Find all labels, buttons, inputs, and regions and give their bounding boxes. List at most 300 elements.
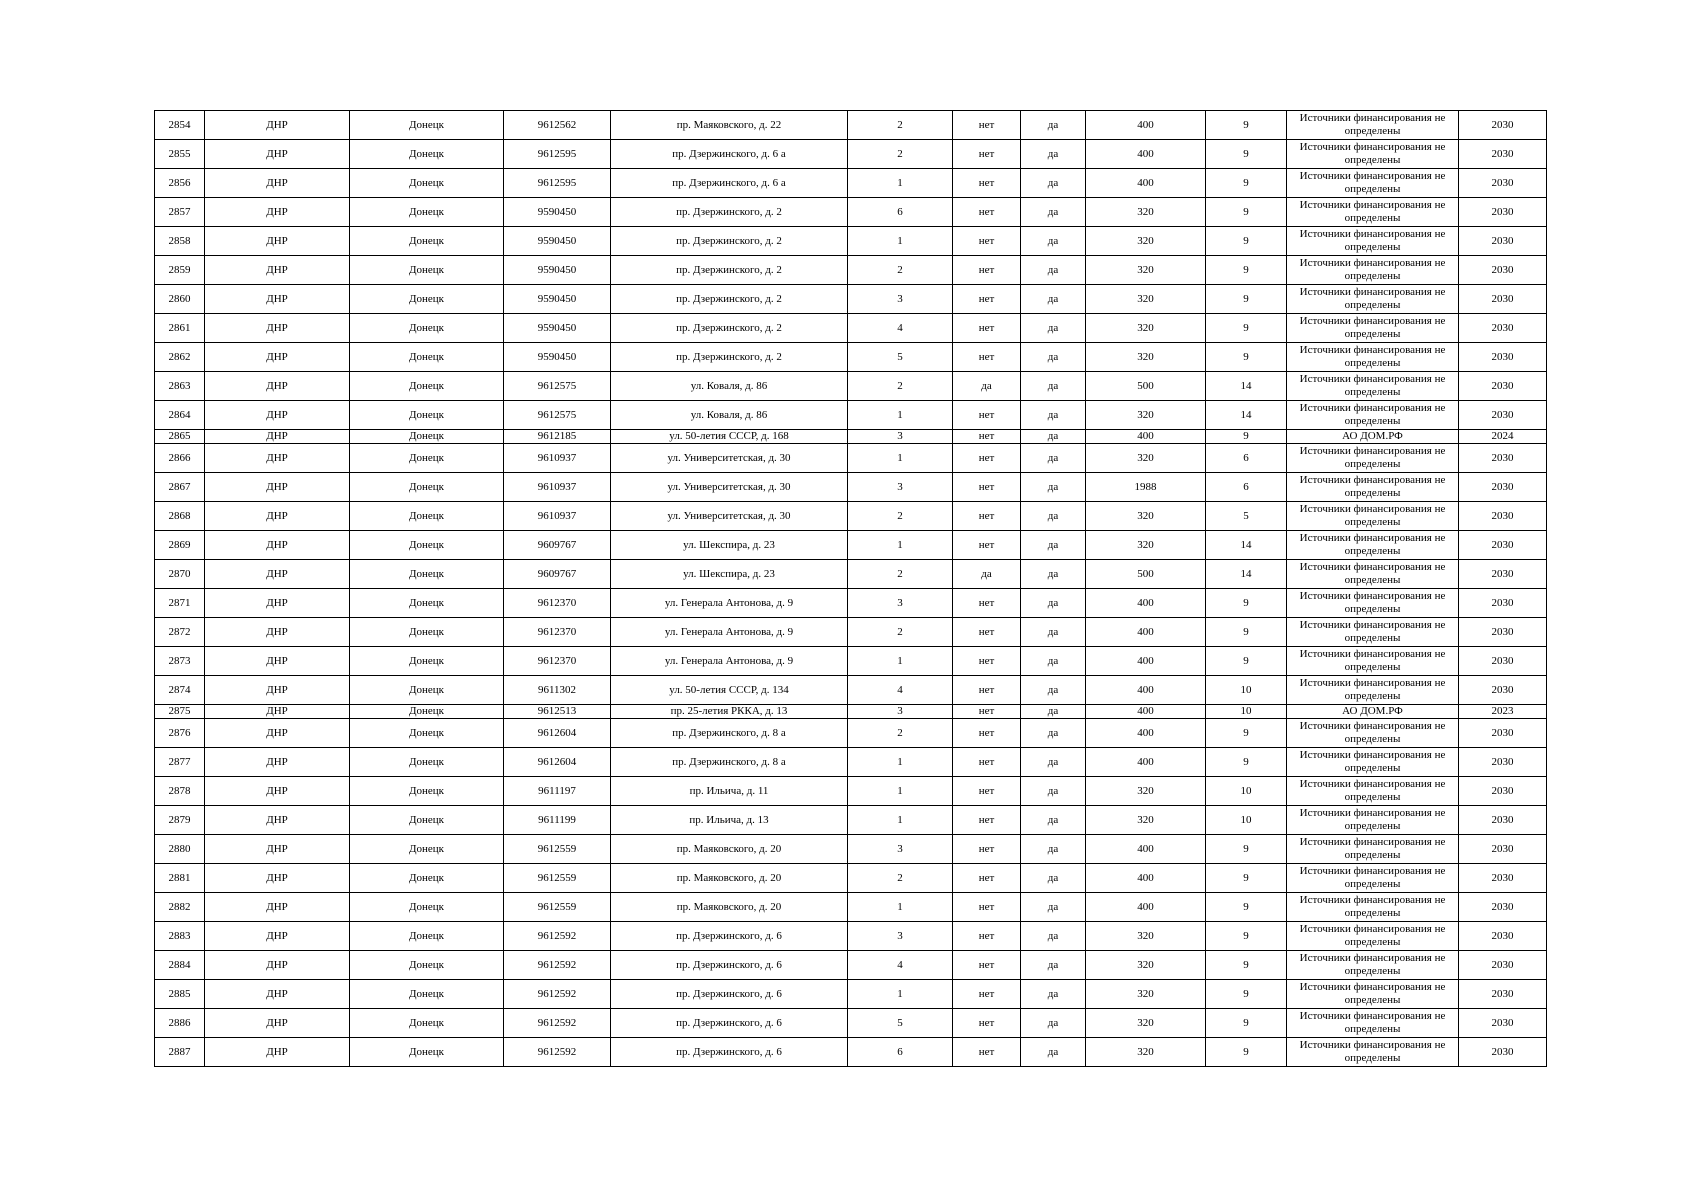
column-9-cell: 400	[1086, 647, 1206, 676]
column-9-cell: 400	[1086, 140, 1206, 169]
column-9-cell: 500	[1086, 372, 1206, 401]
house-code-cell: 9612513	[504, 705, 611, 719]
row-number-cell: 2885	[155, 980, 205, 1009]
column-6-cell: 1	[848, 777, 953, 806]
address-cell: пр. Дзержинского, д. 8 а	[611, 719, 848, 748]
column-9-cell: 400	[1086, 618, 1206, 647]
column-6-cell: 2	[848, 502, 953, 531]
column-6-cell: 1	[848, 748, 953, 777]
column-10-cell: 9	[1206, 1009, 1287, 1038]
city-cell: Донецк	[350, 647, 504, 676]
house-code-cell: 9612604	[504, 748, 611, 777]
column-10-cell: 14	[1206, 401, 1287, 430]
region-cell: ДНР	[205, 719, 350, 748]
column-8-cell: да	[1021, 777, 1086, 806]
city-cell: Донецк	[350, 676, 504, 705]
year-cell: 2030	[1459, 806, 1547, 835]
funding-source-cell: Источники финансирования не определены	[1287, 893, 1459, 922]
table-row	[155, 806, 1547, 835]
table-row	[155, 343, 1547, 372]
year-cell: 2030	[1459, 444, 1547, 473]
year-cell: 2030	[1459, 531, 1547, 560]
column-9-cell: 400	[1086, 835, 1206, 864]
row-number-cell: 2855	[155, 140, 205, 169]
column-6-cell: 3	[848, 589, 953, 618]
column-7-cell: нет	[953, 835, 1021, 864]
table-row	[155, 951, 1547, 980]
funding-source-cell: Источники финансирования не определены	[1287, 951, 1459, 980]
city-cell: Донецк	[350, 401, 504, 430]
region-cell: ДНР	[205, 140, 350, 169]
year-cell: 2030	[1459, 589, 1547, 618]
column-10-cell: 9	[1206, 719, 1287, 748]
column-10-cell: 10	[1206, 777, 1287, 806]
column-8-cell: да	[1021, 705, 1086, 719]
address-cell: ул. Университетская, д. 30	[611, 473, 848, 502]
row-number-cell: 2879	[155, 806, 205, 835]
column-8-cell: да	[1021, 1038, 1086, 1067]
house-code-cell: 9590450	[504, 285, 611, 314]
house-code-cell: 9611199	[504, 806, 611, 835]
address-cell: ул. Коваля, д. 86	[611, 372, 848, 401]
column-6-cell: 4	[848, 951, 953, 980]
column-10-cell: 9	[1206, 256, 1287, 285]
address-cell: пр. Дзержинского, д. 2	[611, 314, 848, 343]
column-9-cell: 320	[1086, 401, 1206, 430]
column-9-cell: 320	[1086, 285, 1206, 314]
column-10-cell: 9	[1206, 748, 1287, 777]
funding-source-cell: Источники финансирования не определены	[1287, 111, 1459, 140]
column-8-cell: да	[1021, 806, 1086, 835]
column-6-cell: 5	[848, 1009, 953, 1038]
table-row	[155, 1038, 1547, 1067]
table-row	[155, 676, 1547, 705]
row-number-cell: 2883	[155, 922, 205, 951]
address-cell: пр. 25-летия РККА, д. 13	[611, 705, 848, 719]
column-7-cell: нет	[953, 1038, 1021, 1067]
year-cell: 2030	[1459, 198, 1547, 227]
column-9-cell: 320	[1086, 951, 1206, 980]
city-cell: Донецк	[350, 705, 504, 719]
house-code-cell: 9612595	[504, 169, 611, 198]
funding-source-cell: Источники финансирования не определены	[1287, 531, 1459, 560]
column-9-cell: 400	[1086, 111, 1206, 140]
table-row	[155, 111, 1547, 140]
row-number-cell: 2873	[155, 647, 205, 676]
address-cell: пр. Дзержинского, д. 2	[611, 198, 848, 227]
row-number-cell: 2863	[155, 372, 205, 401]
column-7-cell: нет	[953, 111, 1021, 140]
column-10-cell: 6	[1206, 444, 1287, 473]
row-number-cell: 2866	[155, 444, 205, 473]
year-cell: 2024	[1459, 430, 1547, 444]
column-10-cell: 9	[1206, 922, 1287, 951]
region-cell: ДНР	[205, 1009, 350, 1038]
column-10-cell: 10	[1206, 676, 1287, 705]
year-cell: 2030	[1459, 647, 1547, 676]
year-cell: 2030	[1459, 111, 1547, 140]
column-7-cell: да	[953, 372, 1021, 401]
column-7-cell: нет	[953, 647, 1021, 676]
column-9-cell: 320	[1086, 1038, 1206, 1067]
row-number-cell: 2857	[155, 198, 205, 227]
address-cell: ул. Университетская, д. 30	[611, 444, 848, 473]
row-number-cell: 2870	[155, 560, 205, 589]
funding-source-cell: Источники финансирования не определены	[1287, 285, 1459, 314]
column-10-cell: 9	[1206, 198, 1287, 227]
city-cell: Донецк	[350, 502, 504, 531]
column-6-cell: 1	[848, 444, 953, 473]
region-cell: ДНР	[205, 835, 350, 864]
house-code-cell: 9611197	[504, 777, 611, 806]
column-9-cell: 320	[1086, 444, 1206, 473]
row-number-cell: 2880	[155, 835, 205, 864]
year-cell: 2030	[1459, 980, 1547, 1009]
column-7-cell: нет	[953, 531, 1021, 560]
column-9-cell: 400	[1086, 169, 1206, 198]
address-cell: пр. Маяковского, д. 22	[611, 111, 848, 140]
column-10-cell: 9	[1206, 980, 1287, 1009]
funding-source-cell: Источники финансирования не определены	[1287, 748, 1459, 777]
year-cell: 2030	[1459, 893, 1547, 922]
region-cell: ДНР	[205, 705, 350, 719]
column-8-cell: да	[1021, 676, 1086, 705]
table-row	[155, 705, 1547, 719]
column-7-cell: нет	[953, 401, 1021, 430]
column-6-cell: 1	[848, 980, 953, 1009]
table-row	[155, 169, 1547, 198]
column-7-cell: нет	[953, 719, 1021, 748]
city-cell: Донецк	[350, 531, 504, 560]
house-code-cell: 9612592	[504, 922, 611, 951]
address-cell: пр. Ильича, д. 11	[611, 777, 848, 806]
column-7-cell: нет	[953, 198, 1021, 227]
column-10-cell: 9	[1206, 314, 1287, 343]
funding-source-cell: АО ДОМ.РФ	[1287, 430, 1459, 444]
column-9-cell: 320	[1086, 314, 1206, 343]
year-cell: 2030	[1459, 285, 1547, 314]
column-9-cell: 400	[1086, 676, 1206, 705]
column-6-cell: 3	[848, 285, 953, 314]
city-cell: Донецк	[350, 1009, 504, 1038]
table-row	[155, 372, 1547, 401]
column-6-cell: 1	[848, 227, 953, 256]
address-cell: ул. Шекспира, д. 23	[611, 531, 848, 560]
year-cell: 2030	[1459, 1038, 1547, 1067]
column-8-cell: да	[1021, 140, 1086, 169]
funding-source-cell: АО ДОМ.РФ	[1287, 705, 1459, 719]
funding-source-cell: Источники финансирования не определены	[1287, 922, 1459, 951]
city-cell: Донецк	[350, 198, 504, 227]
table-row	[155, 285, 1547, 314]
region-cell: ДНР	[205, 922, 350, 951]
column-6-cell: 2	[848, 111, 953, 140]
column-9-cell: 400	[1086, 748, 1206, 777]
column-7-cell: нет	[953, 777, 1021, 806]
column-8-cell: да	[1021, 618, 1086, 647]
year-cell: 2030	[1459, 676, 1547, 705]
funding-source-cell: Источники финансирования не определены	[1287, 806, 1459, 835]
column-6-cell: 1	[848, 893, 953, 922]
funding-source-cell: Источники финансирования не определены	[1287, 372, 1459, 401]
table-body	[155, 111, 1547, 1067]
row-number-cell: 2887	[155, 1038, 205, 1067]
table-row	[155, 502, 1547, 531]
city-cell: Донецк	[350, 864, 504, 893]
address-cell: пр. Дзержинского, д. 8 а	[611, 748, 848, 777]
row-number-cell: 2860	[155, 285, 205, 314]
address-cell: ул. 50-летия СССР, д. 134	[611, 676, 848, 705]
table-row	[155, 473, 1547, 502]
address-cell: ул. Университетская, д. 30	[611, 502, 848, 531]
row-number-cell: 2886	[155, 1009, 205, 1038]
region-cell: ДНР	[205, 401, 350, 430]
funding-source-cell: Источники финансирования не определены	[1287, 980, 1459, 1009]
column-9-cell: 320	[1086, 777, 1206, 806]
column-9-cell: 320	[1086, 980, 1206, 1009]
funding-source-cell: Источники финансирования не определены	[1287, 1038, 1459, 1067]
column-8-cell: да	[1021, 1009, 1086, 1038]
region-cell: ДНР	[205, 198, 350, 227]
address-cell: пр. Ильича, д. 13	[611, 806, 848, 835]
funding-source-cell: Источники финансирования не определены	[1287, 473, 1459, 502]
region-cell: ДНР	[205, 864, 350, 893]
table-row	[155, 444, 1547, 473]
column-10-cell: 9	[1206, 1038, 1287, 1067]
table-row	[155, 560, 1547, 589]
column-7-cell: нет	[953, 285, 1021, 314]
column-9-cell: 320	[1086, 806, 1206, 835]
funding-source-cell: Источники финансирования не определены	[1287, 618, 1459, 647]
year-cell: 2030	[1459, 864, 1547, 893]
year-cell: 2030	[1459, 473, 1547, 502]
house-code-cell: 9612592	[504, 951, 611, 980]
house-code-cell: 9612595	[504, 140, 611, 169]
house-code-cell: 9612592	[504, 980, 611, 1009]
house-code-cell: 9590450	[504, 314, 611, 343]
column-10-cell: 9	[1206, 618, 1287, 647]
row-number-cell: 2865	[155, 430, 205, 444]
row-number-cell: 2878	[155, 777, 205, 806]
column-8-cell: да	[1021, 256, 1086, 285]
house-code-cell: 9612559	[504, 864, 611, 893]
column-8-cell: да	[1021, 719, 1086, 748]
city-cell: Донецк	[350, 560, 504, 589]
region-cell: ДНР	[205, 111, 350, 140]
city-cell: Донецк	[350, 169, 504, 198]
column-6-cell: 2	[848, 256, 953, 285]
city-cell: Донецк	[350, 748, 504, 777]
address-cell: пр. Дзержинского, д. 6	[611, 1009, 848, 1038]
table-row	[155, 777, 1547, 806]
city-cell: Донецк	[350, 473, 504, 502]
house-code-cell: 9612370	[504, 589, 611, 618]
row-number-cell: 2869	[155, 531, 205, 560]
column-6-cell: 3	[848, 473, 953, 502]
table-row	[155, 719, 1547, 748]
column-7-cell: нет	[953, 473, 1021, 502]
column-8-cell: да	[1021, 169, 1086, 198]
row-number-cell: 2859	[155, 256, 205, 285]
row-number-cell: 2874	[155, 676, 205, 705]
city-cell: Донецк	[350, 893, 504, 922]
column-10-cell: 9	[1206, 864, 1287, 893]
city-cell: Донецк	[350, 227, 504, 256]
city-cell: Донецк	[350, 372, 504, 401]
column-7-cell: нет	[953, 314, 1021, 343]
column-8-cell: да	[1021, 951, 1086, 980]
table-row	[155, 401, 1547, 430]
column-8-cell: да	[1021, 835, 1086, 864]
region-cell: ДНР	[205, 314, 350, 343]
table-row	[155, 314, 1547, 343]
region-cell: ДНР	[205, 169, 350, 198]
column-10-cell: 10	[1206, 705, 1287, 719]
house-code-cell: 9610937	[504, 502, 611, 531]
region-cell: ДНР	[205, 980, 350, 1009]
city-cell: Донецк	[350, 111, 504, 140]
address-cell: ул. Шекспира, д. 23	[611, 560, 848, 589]
house-code-cell: 9612575	[504, 401, 611, 430]
region-cell: ДНР	[205, 618, 350, 647]
city-cell: Донецк	[350, 618, 504, 647]
year-cell: 2030	[1459, 343, 1547, 372]
funding-source-cell: Источники финансирования не определены	[1287, 314, 1459, 343]
region-cell: ДНР	[205, 473, 350, 502]
year-cell: 2030	[1459, 560, 1547, 589]
table-row	[155, 430, 1547, 444]
address-cell: пр. Дзержинского, д. 2	[611, 285, 848, 314]
column-6-cell: 3	[848, 922, 953, 951]
column-6-cell: 2	[848, 618, 953, 647]
city-cell: Донецк	[350, 430, 504, 444]
year-cell: 2030	[1459, 719, 1547, 748]
region-cell: ДНР	[205, 806, 350, 835]
row-number-cell: 2854	[155, 111, 205, 140]
table-row	[155, 531, 1547, 560]
table-row	[155, 256, 1547, 285]
house-code-cell: 9590450	[504, 343, 611, 372]
region-cell: ДНР	[205, 676, 350, 705]
funding-source-cell: Источники финансирования не определены	[1287, 560, 1459, 589]
house-code-cell: 9612559	[504, 893, 611, 922]
house-code-cell: 9612185	[504, 430, 611, 444]
house-code-cell: 9612592	[504, 1009, 611, 1038]
funding-source-cell: Источники финансирования не определены	[1287, 719, 1459, 748]
funding-source-cell: Источники финансирования не определены	[1287, 1009, 1459, 1038]
row-number-cell: 2862	[155, 343, 205, 372]
column-8-cell: да	[1021, 343, 1086, 372]
city-cell: Донецк	[350, 444, 504, 473]
column-7-cell: нет	[953, 806, 1021, 835]
column-7-cell: нет	[953, 980, 1021, 1009]
column-7-cell: нет	[953, 922, 1021, 951]
row-number-cell: 2867	[155, 473, 205, 502]
region-cell: ДНР	[205, 893, 350, 922]
table-row	[155, 618, 1547, 647]
house-code-cell: 9612575	[504, 372, 611, 401]
year-cell: 2030	[1459, 618, 1547, 647]
row-number-cell: 2881	[155, 864, 205, 893]
year-cell: 2030	[1459, 1009, 1547, 1038]
funding-source-cell: Источники финансирования не определены	[1287, 227, 1459, 256]
region-cell: ДНР	[205, 343, 350, 372]
row-number-cell: 2877	[155, 748, 205, 777]
column-7-cell: нет	[953, 705, 1021, 719]
row-number-cell: 2876	[155, 719, 205, 748]
column-6-cell: 1	[848, 531, 953, 560]
column-8-cell: да	[1021, 748, 1086, 777]
address-cell: пр. Дзержинского, д. 6	[611, 951, 848, 980]
table-row	[155, 893, 1547, 922]
table-row	[155, 980, 1547, 1009]
region-cell: ДНР	[205, 285, 350, 314]
funding-source-cell: Источники финансирования не определены	[1287, 864, 1459, 893]
column-8-cell: да	[1021, 560, 1086, 589]
house-code-cell: 9590450	[504, 256, 611, 285]
region-cell: ДНР	[205, 256, 350, 285]
column-10-cell: 9	[1206, 140, 1287, 169]
column-6-cell: 4	[848, 676, 953, 705]
column-8-cell: да	[1021, 372, 1086, 401]
house-code-cell: 9612370	[504, 647, 611, 676]
address-cell: ул. Генерала Антонова, д. 9	[611, 589, 848, 618]
region-cell: ДНР	[205, 560, 350, 589]
city-cell: Донецк	[350, 980, 504, 1009]
column-7-cell: нет	[953, 1009, 1021, 1038]
column-8-cell: да	[1021, 314, 1086, 343]
address-cell: пр. Дзержинского, д. 6	[611, 1038, 848, 1067]
column-9-cell: 500	[1086, 560, 1206, 589]
table-row	[155, 748, 1547, 777]
column-7-cell: нет	[953, 502, 1021, 531]
column-8-cell: да	[1021, 227, 1086, 256]
region-cell: ДНР	[205, 589, 350, 618]
column-9-cell: 320	[1086, 343, 1206, 372]
row-number-cell: 2856	[155, 169, 205, 198]
city-cell: Донецк	[350, 314, 504, 343]
city-cell: Донецк	[350, 285, 504, 314]
column-9-cell: 400	[1086, 864, 1206, 893]
address-cell: пр. Маяковского, д. 20	[611, 864, 848, 893]
column-10-cell: 10	[1206, 806, 1287, 835]
column-7-cell: нет	[953, 227, 1021, 256]
address-cell: пр. Маяковского, д. 20	[611, 835, 848, 864]
column-6-cell: 6	[848, 198, 953, 227]
house-code-cell: 9610937	[504, 473, 611, 502]
column-7-cell: нет	[953, 748, 1021, 777]
column-10-cell: 9	[1206, 169, 1287, 198]
address-cell: пр. Дзержинского, д. 6 а	[611, 169, 848, 198]
address-cell: ул. 50-летия СССР, д. 168	[611, 430, 848, 444]
column-10-cell: 14	[1206, 560, 1287, 589]
house-code-cell: 9609767	[504, 560, 611, 589]
row-number-cell: 2868	[155, 502, 205, 531]
year-cell: 2023	[1459, 705, 1547, 719]
funding-source-cell: Источники финансирования не определены	[1287, 198, 1459, 227]
address-cell: пр. Дзержинского, д. 2	[611, 227, 848, 256]
year-cell: 2030	[1459, 256, 1547, 285]
funding-source-cell: Источники финансирования не определены	[1287, 401, 1459, 430]
column-8-cell: да	[1021, 647, 1086, 676]
column-6-cell: 2	[848, 864, 953, 893]
year-cell: 2030	[1459, 835, 1547, 864]
column-7-cell: нет	[953, 444, 1021, 473]
year-cell: 2030	[1459, 777, 1547, 806]
funding-source-cell: Источники финансирования не определены	[1287, 835, 1459, 864]
house-code-cell: 9612559	[504, 835, 611, 864]
region-cell: ДНР	[205, 430, 350, 444]
